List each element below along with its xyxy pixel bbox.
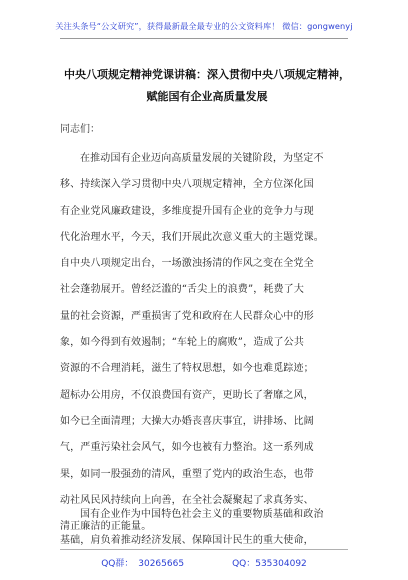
paragraph-line: 自中央八项规定出台，一场激浊扬清的作风之变在全党全 [60, 258, 314, 270]
salutation: 同志们： [60, 124, 100, 135]
footer-qq-number: QQ：535304092 [232, 559, 307, 569]
paragraph-line: 果，如同一股强劲的清风，重塑了党内的政治生态，也带 [60, 468, 314, 480]
paragraph-1 [60, 146, 360, 540]
paragraph-line: 量的社会资源，严重损害了党和政府在人民群众心中的形 [60, 310, 314, 322]
header-divider [60, 38, 348, 39]
paragraph-2 [60, 502, 360, 555]
paragraph-line: 社会蓬勃展开。曾经泛滥的“舌尖上的浪费”，耗费了大 [60, 284, 304, 296]
paragraph-line: 资源的不合理消耗，滋生了特权思想，如今也难觅踪迹； [60, 363, 314, 375]
paragraph-line: 在推动国有企业迈向高质量发展的关键阶段，为坚定不 [80, 153, 324, 164]
paragraph-line: 国有企业作为中国特色社会主义的重要物质基础和政治 [80, 509, 324, 520]
paragraph-line: 象，如今得到有效遏制；“车轮上的腐败”，造成了公共 [60, 337, 304, 349]
document-title [62, 64, 352, 108]
paragraph-line: 移、持续深入学习贯彻中央八项规定精神，全方位深化国 [60, 179, 314, 191]
footer-contact [0, 556, 408, 569]
paragraph-line: 如今已全面清理；大操大办婚丧喜庆事宜，讲排场、比阔 [60, 415, 314, 427]
footer-divider [60, 549, 348, 550]
paragraph-line: 清正廉洁的正能量。 [60, 521, 152, 533]
paragraph-line: 代化治理水平，今天，我们开展此次意义重大的主题党课。 [60, 231, 324, 243]
title-line-2: 赋能国有企业高质量发展 [146, 90, 268, 103]
header-banner: 关注头条号“公文研究”，获得最新最全最专业的公文资料库！ 微信：gongwenyj [55, 21, 353, 31]
footer-qq-group: QQ群： 30265665 [101, 559, 185, 569]
paragraph-line: 气，严重污染社会风气，如今也被有力整治。这一系列成 [60, 442, 314, 454]
paragraph-line: 有企业党风廉政建设，多维度提升国有企业的竞争力与现 [60, 205, 314, 217]
paragraph-line: 基础，肩负着推动经济发展、保障国计民生的重大使命， [60, 535, 314, 547]
paragraph-line: 超标办公用房，不仅浪费国有资产，更助长了奢靡之风， [60, 389, 314, 401]
paragraph-line: 动社风民风持续向上向善，在全社会凝聚起了求真务实、 [60, 494, 314, 506]
title-line-1: 中央八项规定精神党课讲稿：深入贯彻中央八项规定精神， [64, 68, 350, 81]
